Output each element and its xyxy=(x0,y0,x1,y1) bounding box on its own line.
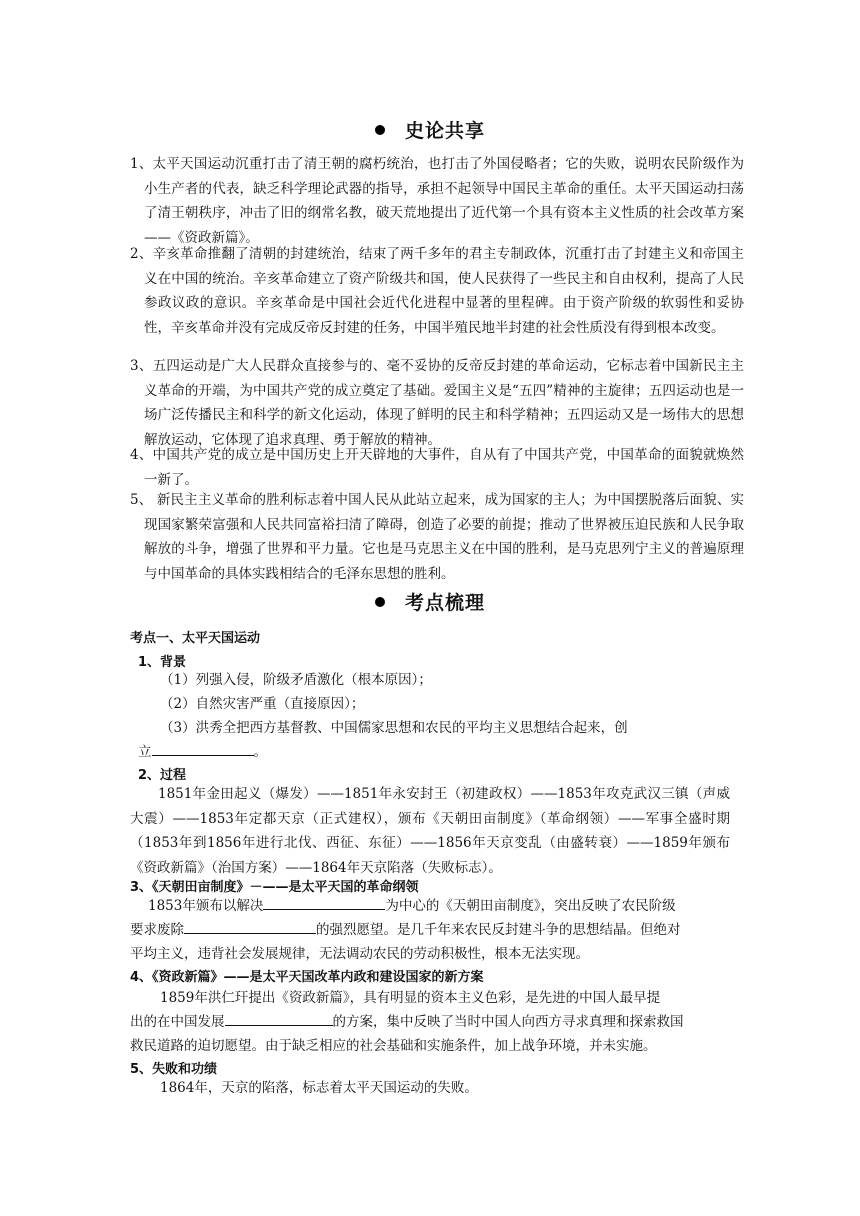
background-item-2: （2）自然灾害严重（直接原因）； xyxy=(160,696,365,712)
bullet-dot-icon xyxy=(375,597,385,607)
zizheng-heading: 4、《资政新篇》——是太平天国改革内政和建设国家的新方案 xyxy=(130,970,484,985)
shilun-item-4: 4、中国共产党的成立是中国历史上开天辟地的大事件，自从有了中国共产党，中国革命的面貌就焕然一新了。 xyxy=(130,447,744,488)
tianchao-heading: 3、《天朝田亩制度》－——是太平天国的革命纲领 xyxy=(130,880,419,895)
shilun-item-1: 1、太平天国运动沉重打击了清王朝的腐朽统治，也打击了外国侵略者；它的失败，说明农民阶级作为小生产者的代表，缺乏科学理论武器的指导，承担不起领导中国民主革命的重任。太平天国运动扫荡了清王朝秩序，冲击了旧的纲常名教，破天荒地提出了近代第一个具有资本主义性质的社会改革方案——《资政新篇》。 xyxy=(130,156,744,246)
zizheng-line-3: 救民道路的迫切愿望。由于缺乏相应的社会基础和实施条件，加上战争环境，并未实施。 xyxy=(130,1038,657,1054)
fill-blank[interactable] xyxy=(263,894,385,910)
failure-line-1: 1864年，天京的陷落，标志着太平天国运动的失败。 xyxy=(160,1080,478,1096)
fill-blank[interactable] xyxy=(152,740,254,756)
section-title-shilun: 史论共享 xyxy=(0,116,860,143)
tianchao-line-1: 1853年颁布以解决 为中心的《天朝田亩制度》，突出反映了农民阶级 xyxy=(148,894,676,919)
background-item-3-cont: 立 。 xyxy=(138,740,267,765)
shilun-item-5: 5、 新民主主义革命的胜利标志着中国人民从此站立起来，成为国家的主人；为中国摆脱落后面貌、实现国家繁荣富强和人民共同富裕扫清了障碍，创造了必要的前提；推动了世界被压迫民族和人民争取解放的斗争，增强了世界和平力量。它也是马克思主义在中国的胜利，是马克思列宁主义的普遍原理与中国革命的具体实践相结合的毛泽东思想的胜利。 xyxy=(130,492,744,582)
tianchao-line-3: 平均主义，违背社会发展规律，无法调动农民的劳动积极性，根本无法实现。 xyxy=(130,946,589,962)
process-heading: 2、过程 xyxy=(138,768,187,783)
background-item-3: （3）洪秀全把西方基督教、中国儒家思想和农民的平均主义思想结合起来，创 xyxy=(160,720,628,736)
section-title-kaodian: 考点梳理 xyxy=(0,588,860,615)
zizheng-line-1: 1859年洪仁玕提出《资政新篇》，具有明显的资本主义色彩，是先进的中国人最早提 xyxy=(160,990,661,1006)
failure-heading: 5、失败和功绩 xyxy=(130,1062,218,1077)
zizheng-line-2: 出的在中国发展 的方案，集中反映了当时中国人向西方寻求真理和探索救国 xyxy=(130,1010,684,1035)
tianchao-line-2: 要求废除 的强烈愿望。是几千年来农民反封建斗争的思想结晶。但绝对 xyxy=(130,918,681,943)
fill-blank[interactable] xyxy=(225,1010,333,1026)
background-item-1: （1）列强入侵，阶级矛盾激化（根本原因）； xyxy=(160,672,432,688)
bullet-dot-icon xyxy=(375,125,385,135)
shilun-item-3: 3、五四运动是广大人民群众直接参与的、毫不妥协的反帝反封建的革命运动，它标志着中国新民主主义革命的开端，为中国共产党的成立奠定了基础。爱国主义是“五四”精神的主旋律；五四运动也是一场广泛传播民主和科学的新文化运动，体现了鲜明的民主和科学精神；五四运动又是一场伟大的思想解放运动，它体现了追求真理、勇于解放的精神。 xyxy=(130,358,744,448)
shilun-item-2: 2、辛亥革命推翻了清朝的封建统治，结束了两千多年的君主专制政体，沉重打击了封建主义和帝国主义在中国的统治。辛亥革命建立了资产阶级共和国，使人民获得了一些民主和自由权利，提高了人民参政议政的意识。辛亥革命是中国社会近代化进程中显著的里程碑。由于资产阶级的软弱性和妥协性，辛亥革命并没有完成反帝反封建的任务，中国半殖民地半封建的社会性质没有得到根本改变。 xyxy=(130,246,744,336)
process-text: 1851年金田起义（爆发）——1851年永安封王（初建政权）——1853年攻克武汉三镇（声威大震）——1853年定都天京（正式建权），颁布《天朝田亩制度》（革命纲领）——军事全盛时期（1853年到1856年进行北伐、西征、东征）——1856年天京变乱（由盛转衰）——1859年颁布《资政新篇》（治国方案）——1864年天京陷落（失败标志）。 xyxy=(130,786,730,876)
fill-blank[interactable] xyxy=(184,918,316,934)
kaodian-heading: 考点一、太平天国运动 xyxy=(130,631,261,646)
background-heading: 1、背景 xyxy=(138,655,187,670)
